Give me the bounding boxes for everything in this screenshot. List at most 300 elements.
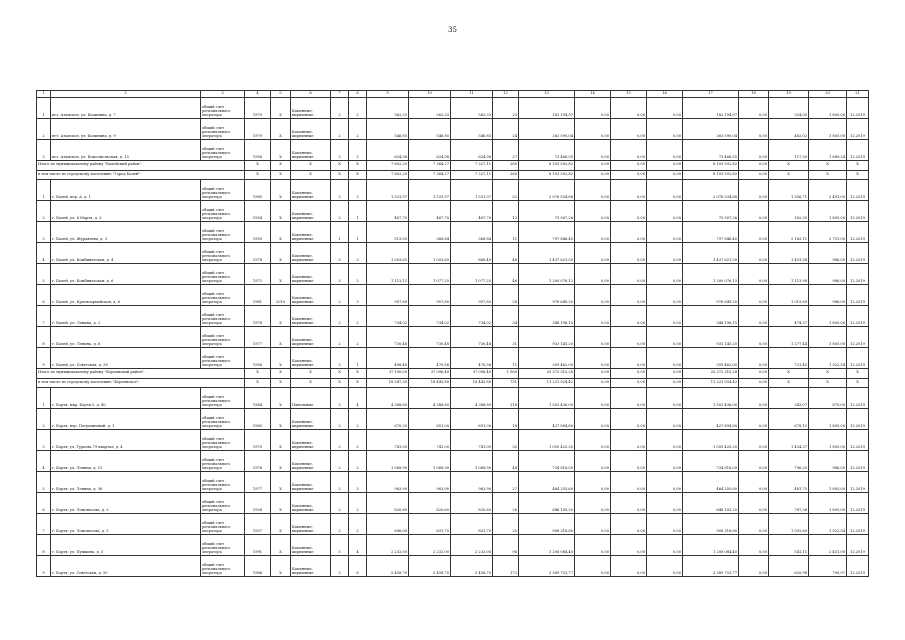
table-cell: 0,00 <box>739 327 769 348</box>
table-cell: г. Балей, ул. Журавлева, д. 3 <box>51 222 201 243</box>
table-cell: 546,85 <box>367 119 409 140</box>
table-cell: 5 458,70 <box>367 556 409 577</box>
table-cell: 3 <box>349 472 367 493</box>
table-cell: 986,00 <box>809 285 847 306</box>
total-cell: Х <box>245 378 271 388</box>
total-cell: Х <box>769 369 809 379</box>
table-cell: 12.2019 <box>847 556 869 577</box>
table-row <box>37 409 869 430</box>
table-cell: 23 <box>493 98 519 119</box>
table-cell: 359 462,00 <box>683 348 739 369</box>
table-cell: 0,00 <box>611 306 647 327</box>
table-cell: 3 <box>37 430 51 451</box>
column-number-cell: 21 <box>847 91 869 98</box>
total-cell: Х <box>769 378 809 388</box>
total-row <box>37 170 869 180</box>
table-cell: 0,00 <box>575 285 611 306</box>
table-row <box>37 140 869 161</box>
column-number-cell: 19 <box>769 91 809 98</box>
table-cell: 651,00 <box>409 409 451 430</box>
table-cell: 820,60 <box>367 493 409 514</box>
table-cell: 2 <box>331 409 349 430</box>
table-cell: 0,00 <box>647 98 683 119</box>
table-cell: Каменные, кирпичные <box>291 180 331 201</box>
table-cell: пгт. Атамское, ул. Комсомольская, д. 15 <box>51 140 201 161</box>
table-cell: 5 <box>37 472 51 493</box>
table-cell: 3 <box>349 180 367 201</box>
column-number-cell: 4 <box>245 91 271 98</box>
table-cell: общий счет регионального оператора <box>201 201 245 222</box>
table-cell: 1 <box>37 98 51 119</box>
table-cell: 12.2019 <box>847 201 869 222</box>
table-cell: 933 145,20 <box>519 327 575 348</box>
table-cell: 4 388,80 <box>451 388 493 409</box>
table-cell: 0,00 <box>575 98 611 119</box>
table-row <box>37 451 869 472</box>
table-cell: Каменные, кирпичные <box>291 556 331 577</box>
table-cell: 2 <box>331 327 349 348</box>
table-cell: 0,00 <box>611 514 647 535</box>
table-cell: 2 076 534,88 <box>683 180 739 201</box>
table-cell: общий счет регионального оператора <box>201 285 245 306</box>
table-row <box>37 264 869 285</box>
table-cell: 32 <box>493 430 519 451</box>
table-cell: 2 451,00 <box>809 535 847 556</box>
table-cell: 541,11 <box>769 535 809 556</box>
table-cell: 1959 <box>245 222 271 243</box>
table-cell: Х <box>271 493 291 514</box>
table-cell: 0,00 <box>647 535 683 556</box>
table-cell: 0,00 <box>739 409 769 430</box>
table-cell: 12.2019 <box>847 472 869 493</box>
table-cell: 0,00 <box>611 222 647 243</box>
table-cell: 2 <box>331 285 349 306</box>
table-cell: 1 531,97 <box>367 180 409 201</box>
table-cell: 734,02 <box>409 306 451 327</box>
table-cell: 12.2019 <box>847 264 869 285</box>
table-cell: 482,02 <box>769 119 809 140</box>
table-cell: 1 113,12 <box>367 264 409 285</box>
total-cell: 0,00 <box>575 378 611 388</box>
table-cell: 26 <box>493 493 519 514</box>
total-cell: Х <box>245 161 271 171</box>
table-cell: 734,02 <box>367 306 409 327</box>
table-cell: 0,00 <box>575 140 611 161</box>
table-cell: 46 <box>493 264 519 285</box>
table-cell: 741,00 <box>451 430 493 451</box>
table-cell: 908 318,80 <box>683 514 739 535</box>
table-cell: 796,25 <box>769 451 809 472</box>
table-cell: 18 <box>493 409 519 430</box>
table-cell: 1 077,25 <box>451 264 493 285</box>
table-cell: 0,00 <box>739 285 769 306</box>
table-row <box>37 222 869 243</box>
table-cell: 0,00 <box>575 201 611 222</box>
table-cell: 481,75 <box>769 472 809 493</box>
table-cell: 1 092,60 <box>769 514 809 535</box>
table-cell: 12.2019 <box>847 98 869 119</box>
table-cell: 9 <box>37 348 51 369</box>
table-cell: Каменные, кирпичные <box>291 306 331 327</box>
table-cell: 0,00 <box>575 243 611 264</box>
table-cell: 182 194,97 <box>683 98 739 119</box>
column-number-cell: 13 <box>519 91 575 98</box>
table-cell: 3 389 753,77 <box>519 556 575 577</box>
table-cell: 0,00 <box>647 306 683 327</box>
table-cell: 6 <box>37 493 51 514</box>
table-cell: 1 805,00 <box>809 201 847 222</box>
table-cell: 820,60 <box>451 493 493 514</box>
table-cell: 1991 <box>245 535 271 556</box>
table-cell: 1 055 425,20 <box>519 430 575 451</box>
column-number-cell: 8 <box>349 91 367 98</box>
table-cell: г. Борзя, ул. Советская, д. 50 <box>51 556 201 577</box>
table-cell: 797 846,40 <box>683 222 739 243</box>
table-cell: 0,00 <box>647 451 683 472</box>
table-cell: Х <box>271 140 291 161</box>
table-cell: 678,12 <box>769 409 809 430</box>
table-cell: 2 <box>349 451 367 472</box>
table-cell: 2 <box>37 201 51 222</box>
total-cell: 0,00 <box>647 369 683 379</box>
table-cell: Х <box>271 201 291 222</box>
total-label: Итого по муниципальному району "Борзинский район": <box>37 369 245 379</box>
table-cell: 4 <box>349 535 367 556</box>
table-cell: 2 232,00 <box>451 535 493 556</box>
table-cell: 4 <box>349 388 367 409</box>
table-cell: общий счет регионального оператора <box>201 264 245 285</box>
table-cell: 0,00 <box>739 264 769 285</box>
table-cell: 12.2019 <box>847 514 869 535</box>
table-cell: 368,84 <box>451 222 493 243</box>
total-cell: 0,00 <box>611 170 647 180</box>
total-cell: 0,00 <box>647 161 683 171</box>
table-cell: 730,48 <box>409 327 451 348</box>
table-cell: 0,00 <box>575 327 611 348</box>
total-cell: 7 364,27 <box>409 170 451 180</box>
table-cell: 0,00 <box>739 222 769 243</box>
total-row <box>37 161 869 171</box>
table-cell: 976 649,20 <box>519 285 575 306</box>
table-cell: 2 <box>349 430 367 451</box>
table-cell: общий счет регионального оператора <box>201 556 245 577</box>
table-cell: 12.2019 <box>847 119 869 140</box>
table-cell: 0,00 <box>647 264 683 285</box>
table-cell: 0,00 <box>611 472 647 493</box>
table-cell: Х <box>271 243 291 264</box>
table-cell: 5 458,70 <box>451 556 493 577</box>
table-cell: 12 <box>493 201 519 222</box>
total-cell: 7 227,11 <box>451 170 493 180</box>
table-cell: 6 <box>37 285 51 306</box>
table-row <box>37 285 869 306</box>
table-cell: общий счет регионального оператора <box>201 243 245 264</box>
column-number-cell: 15 <box>611 91 647 98</box>
table-cell: Х <box>271 535 291 556</box>
table-cell: общий счет регионального оператора <box>201 327 245 348</box>
table-cell: 0,00 <box>647 430 683 451</box>
table-cell: Каменные, кирпичные <box>291 119 331 140</box>
table-cell: 620,98 <box>769 556 809 577</box>
total-cell: Х <box>809 161 847 171</box>
table-cell: 624,98 <box>409 140 451 161</box>
total-row <box>37 378 869 388</box>
table-cell: 0,00 <box>611 243 647 264</box>
total-cell: Х <box>847 170 869 180</box>
table-cell: 359 462,00 <box>519 348 575 369</box>
table-cell: 2 <box>349 514 367 535</box>
table-cell: Х <box>271 472 291 493</box>
table-cell: 0,00 <box>575 306 611 327</box>
table-cell: Х <box>271 514 291 535</box>
table-cell: 820,60 <box>409 493 451 514</box>
table-cell: 1 805,00 <box>809 119 847 140</box>
table-cell: 1965 <box>245 409 271 430</box>
total-cell: 0,00 <box>575 161 611 171</box>
table-cell: 75 907,26 <box>519 201 575 222</box>
table-cell: 3 <box>331 264 349 285</box>
total-cell: 37 096,40 <box>409 369 451 379</box>
table-cell: 3 <box>37 222 51 243</box>
table-cell: 513,00 <box>367 222 409 243</box>
total-cell: 11 221 924,42 <box>519 378 575 388</box>
table-cell: 1 <box>331 222 349 243</box>
table-cell: г. Борзя, пер. Пограничный, д. 1 <box>51 409 201 430</box>
total-cell: 0,00 <box>611 161 647 171</box>
table-cell: 31 <box>493 327 519 348</box>
table-cell: Каменные, кирпичные <box>291 514 331 535</box>
table-cell: 46 <box>493 243 519 264</box>
table-cell: 546,85 <box>451 119 493 140</box>
total-cell: Х <box>271 161 291 171</box>
table-cell: 52 <box>493 180 519 201</box>
table-cell: Каменные, кирпичные <box>291 348 331 369</box>
table-cell: Х <box>271 430 291 451</box>
table-cell: 1976 <box>245 451 271 472</box>
column-number-cell: 7 <box>331 91 349 98</box>
total-cell: 18 547,30 <box>367 378 409 388</box>
table-cell: 831,70 <box>409 514 451 535</box>
table-cell: 464 255,60 <box>683 472 739 493</box>
total-cell: 0,00 <box>611 369 647 379</box>
total-cell: Х <box>349 161 367 171</box>
table-cell: 721,40 <box>769 348 809 369</box>
table-cell: 1977 <box>245 327 271 348</box>
table-cell: 0,00 <box>611 98 647 119</box>
table-cell: 12.2019 <box>847 430 869 451</box>
table-cell: Каменные, кирпичные <box>291 493 331 514</box>
column-number-cell: 2 <box>51 91 201 98</box>
table-cell: 2010 <box>271 285 291 306</box>
total-cell: 25 372 315,28 <box>683 369 739 379</box>
total-cell: Х <box>331 170 349 180</box>
table-cell: Каменные, кирпичные <box>291 535 331 556</box>
table-cell: 12.2019 <box>847 140 869 161</box>
table-cell: 1 <box>349 348 367 369</box>
table-cell: 12.2019 <box>847 348 869 369</box>
table-cell: 263 590,04 <box>519 119 575 140</box>
table-cell: 464 255,60 <box>519 472 575 493</box>
table-cell: 1 805,00 <box>809 98 847 119</box>
table-cell: 1 068,90 <box>409 451 451 472</box>
table-cell: 2 <box>349 98 367 119</box>
total-cell: Х <box>809 378 847 388</box>
table-cell: 8 <box>37 327 51 348</box>
table-cell: 117,30 <box>769 140 809 161</box>
table-cell: 0,00 <box>739 514 769 535</box>
table-cell: общий счет регионального оператора <box>201 514 245 535</box>
total-cell: 37 096,40 <box>451 369 493 379</box>
table-cell: г. Балей, ул. Красноармейская, д. 6 <box>51 285 201 306</box>
table-cell: г. Балей, ул. 8 Марта, д. 3 <box>51 201 201 222</box>
table-cell: 670,20 <box>367 409 409 430</box>
table-cell: 0,00 <box>739 388 769 409</box>
table-cell: Х <box>271 327 291 348</box>
table-cell: 0,00 <box>647 472 683 493</box>
table-cell: Каменные, кирпичные <box>291 201 331 222</box>
table-cell: 1 019,69 <box>769 285 809 306</box>
table-cell: 34 <box>493 306 519 327</box>
table-cell: 0,00 <box>739 430 769 451</box>
column-number-cell: 10 <box>409 91 451 98</box>
column-number-cell: 3 <box>201 91 245 98</box>
table-cell: пгт. Атамское, ул. Калинина, д. 9 <box>51 119 201 140</box>
table-row <box>37 493 869 514</box>
table-cell: г. Борзя, ул. Ломоносова, д. 5 <box>51 514 201 535</box>
table-cell: 2 <box>331 348 349 369</box>
table-cell: 908 318,80 <box>519 514 575 535</box>
total-cell: Х <box>847 161 869 171</box>
total-cell: Х <box>271 170 291 180</box>
total-cell: Х <box>331 369 349 379</box>
table-cell: 562,33 <box>409 98 451 119</box>
table-cell: 0,00 <box>575 348 611 369</box>
table-cell: 986,00 <box>809 264 847 285</box>
table-cell: 787,36 <box>769 493 809 514</box>
table-cell: 263 590,04 <box>683 119 739 140</box>
table-cell: 162,30 <box>769 201 809 222</box>
table-cell: 348 196,15 <box>683 306 739 327</box>
table-cell: общий счет регионального оператора <box>201 451 245 472</box>
table-cell: Каменные, кирпичные <box>291 451 331 472</box>
table-row <box>37 348 869 369</box>
table-cell: общий счет регионального оператора <box>201 306 245 327</box>
total-cell: Х <box>271 369 291 379</box>
table-cell: 0,00 <box>647 285 683 306</box>
table-cell: 1 277,44 <box>769 327 809 348</box>
table-cell: 0,00 <box>739 348 769 369</box>
table-cell: 2 491,00 <box>809 180 847 201</box>
table-cell: 963,90 <box>451 472 493 493</box>
total-cell: Х <box>291 170 331 180</box>
table-cell: 741,00 <box>367 430 409 451</box>
table-cell: 1 <box>37 388 51 409</box>
total-cell: 0,00 <box>575 170 611 180</box>
column-number-cell: 11 <box>451 91 493 98</box>
table-cell: 734 818,00 <box>519 451 575 472</box>
table-cell: 1 200 076,13 <box>519 264 575 285</box>
table-cell: 1 003,65 <box>367 243 409 264</box>
table-cell: 0,00 <box>575 264 611 285</box>
table-cell: 1 208 084,40 <box>519 535 575 556</box>
table-cell: 0,00 <box>611 348 647 369</box>
table-cell: 896,00 <box>367 514 409 535</box>
table-cell: 11 <box>493 222 519 243</box>
table-cell: 2 <box>349 306 367 327</box>
table-cell: 2 <box>331 430 349 451</box>
total-cell: 25 372 315,28 <box>519 369 575 379</box>
table-cell: 0,00 <box>575 451 611 472</box>
table-cell: 0,00 <box>647 409 683 430</box>
table-cell: 546,85 <box>409 119 451 140</box>
table-cell: 12.2019 <box>847 451 869 472</box>
table-cell: 12.2019 <box>847 493 869 514</box>
table-row <box>37 556 869 577</box>
table-cell: 0,00 <box>611 327 647 348</box>
table-cell: 730,48 <box>451 327 493 348</box>
table-cell: 3 389 753,77 <box>683 556 739 577</box>
table-cell: 957,80 <box>367 285 409 306</box>
table-cell: Каменные, кирпичные <box>291 472 331 493</box>
table-cell: Каменные, кирпичные <box>291 98 331 119</box>
table-cell: г. Борзя, ул. Гурьева 79 квартал, д. 4 <box>51 430 201 451</box>
table-row <box>37 119 869 140</box>
table-cell: 0,00 <box>647 388 683 409</box>
total-cell: Х <box>271 378 291 388</box>
total-cell: Х <box>291 161 331 171</box>
table-cell: Х <box>271 222 291 243</box>
table-cell: 734,02 <box>451 306 493 327</box>
table-cell: 27 <box>493 472 519 493</box>
total-cell: Х <box>291 378 331 388</box>
table-cell: 0,00 <box>575 119 611 140</box>
table-cell: 1957 <box>245 514 271 535</box>
table-cell: Х <box>271 409 291 430</box>
table-cell: 28 <box>493 285 519 306</box>
table-cell: 27 <box>493 140 519 161</box>
total-label: в том числе по городскому поселению "Борзинское": <box>37 378 245 388</box>
table-row <box>37 535 869 556</box>
table-cell: общий счет регионального оператора <box>201 222 245 243</box>
table-cell: 427 894,80 <box>683 409 739 430</box>
table-cell: 2 232,00 <box>367 535 409 556</box>
table-cell: 0,00 <box>611 556 647 577</box>
total-cell: Х <box>331 378 349 388</box>
table-cell: 11 <box>493 348 519 369</box>
table-cell: г. Балей, ул. Ленина, д. 2 <box>51 306 201 327</box>
table-cell: Каменные, кирпичные <box>291 409 331 430</box>
table-cell: г. Балей, ул. Советская, д. 59 <box>51 348 201 369</box>
table-cell: Х <box>271 119 291 140</box>
table-cell: 1 503 436,00 <box>683 388 739 409</box>
table-cell: 2 <box>331 201 349 222</box>
table-cell: 2 <box>349 264 367 285</box>
table-cell: 1 805,00 <box>809 430 847 451</box>
table-cell: 933 145,20 <box>683 327 739 348</box>
table-cell: общий счет регионального оператора <box>201 119 245 140</box>
table-cell: 1 <box>349 222 367 243</box>
table-cell: 348 196,15 <box>519 306 575 327</box>
total-cell: Х <box>245 369 271 379</box>
table-cell: 2 <box>331 451 349 472</box>
table-cell: 368,84 <box>409 222 451 243</box>
column-number-cell: 5 <box>271 91 291 98</box>
table-cell: 730,48 <box>367 327 409 348</box>
table-cell: 624,98 <box>451 140 493 161</box>
total-cell: 0,00 <box>739 369 769 379</box>
table-cell: Х <box>271 348 291 369</box>
total-cell: 265 <box>493 161 519 171</box>
